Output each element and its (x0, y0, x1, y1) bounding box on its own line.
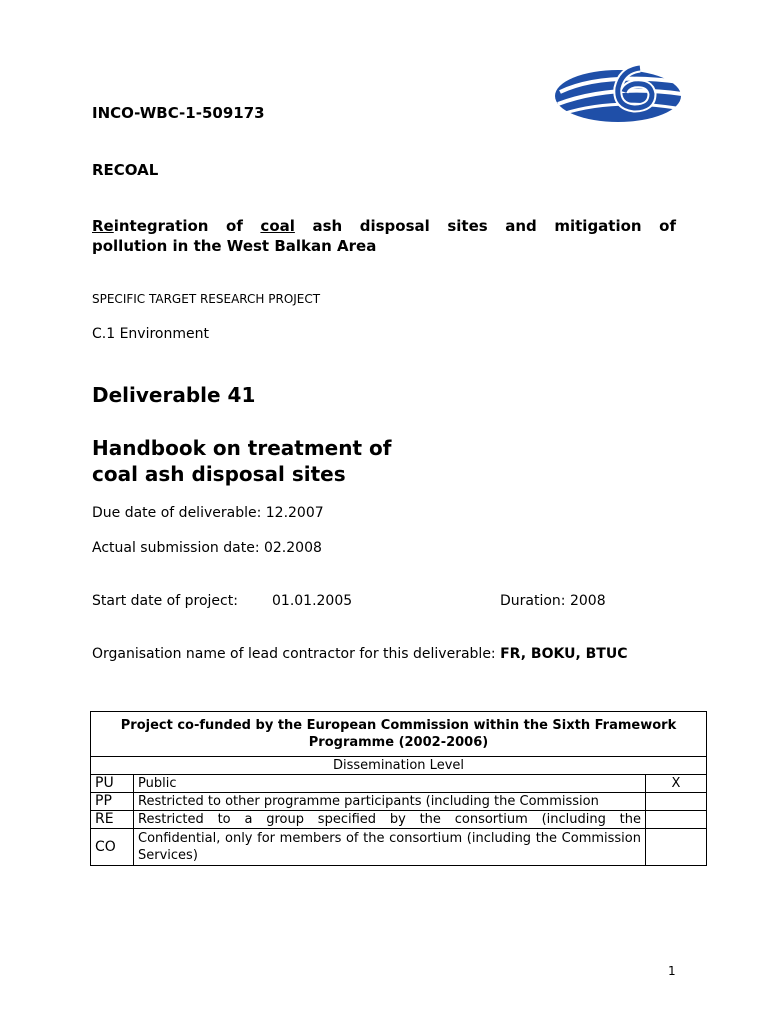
page-number: 1 (668, 964, 676, 978)
lead-contractor-value: FR, BOKU, BTUC (500, 646, 628, 662)
title-coal: coal (260, 217, 295, 235)
table-row (91, 829, 707, 866)
title-part1: integration of (113, 217, 261, 235)
table-row (91, 811, 707, 829)
contract-id: INCO-WBC-1-509173 (92, 104, 265, 122)
due-date: Due date of deliverable: 12.2007 (92, 505, 324, 521)
project-title (92, 216, 676, 256)
submission-date: Actual submission date: 02.2008 (92, 540, 322, 556)
level-mark: X (646, 775, 707, 793)
level-code: RE (91, 811, 134, 829)
level-description: Restricted to other programme participants (including the Commission (134, 793, 646, 811)
level-code: PP (91, 793, 134, 811)
project-acronym: RECOAL (92, 161, 159, 179)
funding-statement: Project co-funded by the European Commission within the Sixth Framework Programme (2002-2006) (91, 712, 707, 757)
level-description: Restricted to a group specified by the consortium (including the (134, 811, 646, 829)
deliverable-title-line1: Handbook on treatment of (92, 436, 392, 460)
duration: Duration: 2008 (500, 593, 606, 609)
title-part2: ash disposal sites and mitigation of (294, 217, 676, 235)
project-type: SPECIFIC TARGET RESEARCH PROJECT (92, 292, 321, 306)
level-mark (646, 829, 707, 866)
dissemination-table (90, 711, 707, 866)
table-row (91, 775, 707, 793)
lead-contractor-label: Organisation name of lead contractor for this deliverable: (92, 646, 501, 662)
level-mark (646, 793, 707, 811)
level-description: Confidential, only for members of the consortium (including the Commission Services) (134, 829, 646, 866)
table-row (91, 793, 707, 811)
level-code: PU (91, 775, 134, 793)
lead-contractor (92, 646, 628, 662)
level-code: CO (91, 829, 134, 866)
start-date-label: Start date of project: (92, 593, 238, 609)
title-line2: pollution in the West Balkan Area (92, 237, 377, 255)
level-mark (646, 811, 707, 829)
dissemination-level-heading: Dissemination Level (91, 757, 707, 775)
theme: C.1 Environment (92, 326, 209, 342)
title-re: Re (92, 217, 114, 235)
start-date-value: 01.01.2005 (272, 593, 353, 609)
level-description: Public (134, 775, 646, 793)
deliverable-title-line2: coal ash disposal sites (92, 462, 346, 486)
deliverable-number: Deliverable 41 (92, 383, 256, 407)
fp6-logo-icon (552, 62, 684, 124)
